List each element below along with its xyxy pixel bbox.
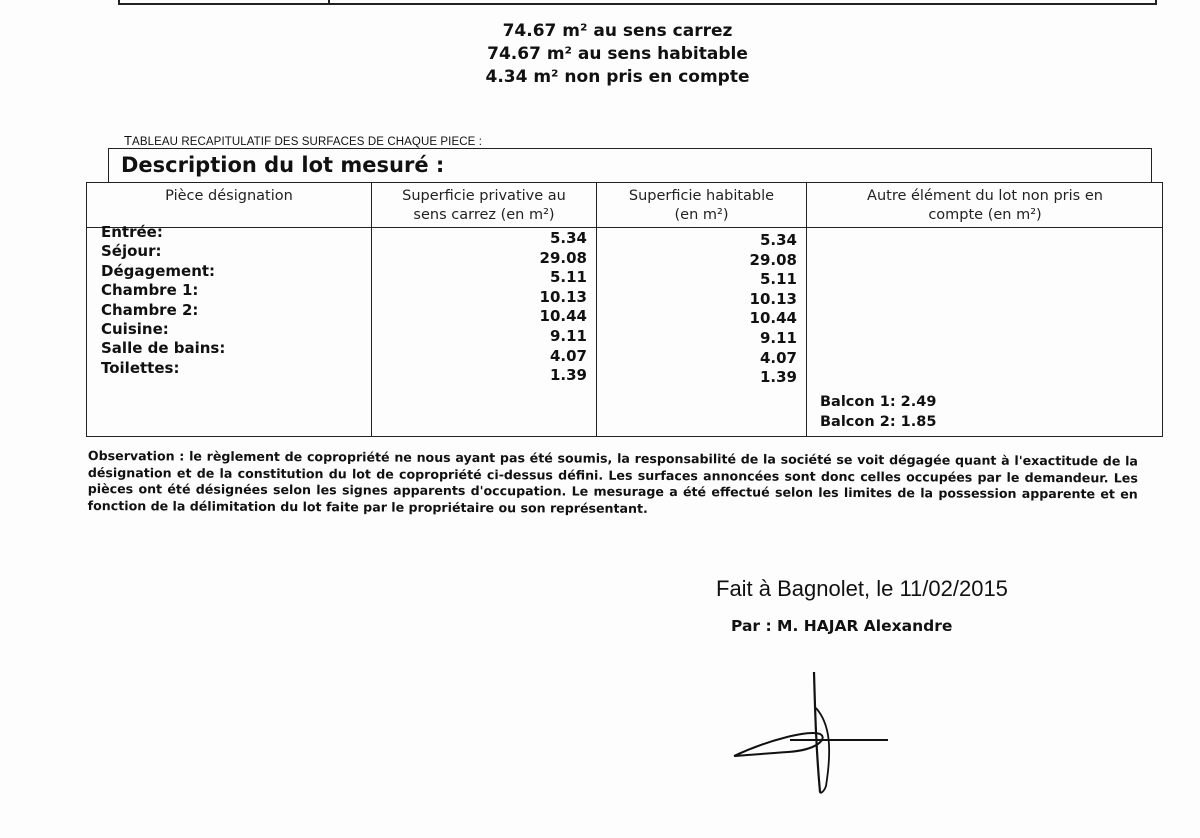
total-carrez: 74.67 m² au sens carrez — [502, 21, 733, 41]
surveyor-name: Par : M. HAJAR Alexandre — [731, 617, 953, 635]
habitable-value: 5.34 — [759, 231, 797, 249]
surface-totals — [0, 20, 1200, 89]
table-title: Description du lot mesuré : — [121, 153, 445, 177]
carrez-value: 5.11 — [549, 268, 587, 287]
habitable-value: 10.44 — [749, 309, 797, 328]
header-habitable: Superficie habitable (en m²) — [628, 188, 775, 223]
habitable-value: 29.08 — [749, 250, 797, 269]
balcon-2: Balcon 2: 1.85 — [820, 414, 937, 430]
top-table-edge — [118, 0, 1157, 5]
room-names-column — [101, 223, 225, 378]
room-name: Cuisine: — [101, 320, 169, 339]
signature — [728, 668, 898, 798]
place-date: Fait à Bagnolet, le 11/02/2015 — [716, 576, 1008, 601]
habitable-value: 4.07 — [759, 348, 797, 367]
room-name: Chambre 1: — [101, 281, 199, 300]
room-name: Dégagement: — [101, 261, 216, 280]
carrez-value: 10.44 — [539, 307, 587, 326]
room-name: Séjour: — [101, 242, 162, 261]
habitable-value: 5.11 — [759, 270, 797, 289]
header-carrez: Superficie privative au sens carrez (en m²) — [402, 188, 566, 223]
habitable-value: 9.11 — [759, 328, 797, 347]
habitable-value: 10.13 — [749, 289, 797, 308]
habitable-values-column — [607, 231, 797, 388]
habitable-value: 1.39 — [759, 368, 797, 387]
autres-elements — [820, 392, 936, 432]
carrez-value: 10.13 — [539, 287, 587, 306]
carrez-value: 29.08 — [539, 248, 587, 267]
surface-table — [86, 182, 1163, 437]
carrez-value: 5.34 — [549, 229, 587, 247]
room-name: Chambre 2: — [101, 300, 199, 319]
room-name: Salle de bains: — [101, 339, 226, 358]
recap-table-label: TABLEAU RECAPITULATIF DES SURFACES DE CHAQUE PIECE : — [124, 133, 483, 148]
total-habitable: 74.67 m² au sens habitable — [487, 44, 748, 64]
observation-note: Observation : le règlement de copropriété ne nous ayant pas été soumis, la responsabilité de la société se voit dégagée quant à l'exactitude de la désignation et de la constitution du lot de copropriété ci-dessus défini. Les surfaces annoncées sont donc celles occupées par le demandeur. Les pièces ont été désignées selon les signes apparents d'occupation. Le mesurage a été effectué selon les limites de la possession apparente et en fonction de la délimitation du lot faite par le propriétaire ou son représentant. — [87, 448, 1138, 516]
room-name: Entrée: — [101, 223, 163, 241]
total-non-compte: 4.34 m² non pris en compte — [485, 67, 750, 87]
carrez-values-column — [387, 229, 587, 386]
carrez-value: 4.07 — [549, 346, 587, 365]
header-piece: Pièce désignation — [165, 188, 293, 204]
room-name: Toilettes: — [101, 358, 180, 377]
carrez-value: 9.11 — [549, 326, 587, 345]
carrez-value: 1.39 — [549, 366, 587, 385]
balcon-1: Balcon 1: 2.49 — [820, 394, 937, 410]
table-title-box — [108, 148, 1152, 182]
header-autre: Autre élément du lot non pris en compte (en m²) — [867, 188, 1103, 223]
